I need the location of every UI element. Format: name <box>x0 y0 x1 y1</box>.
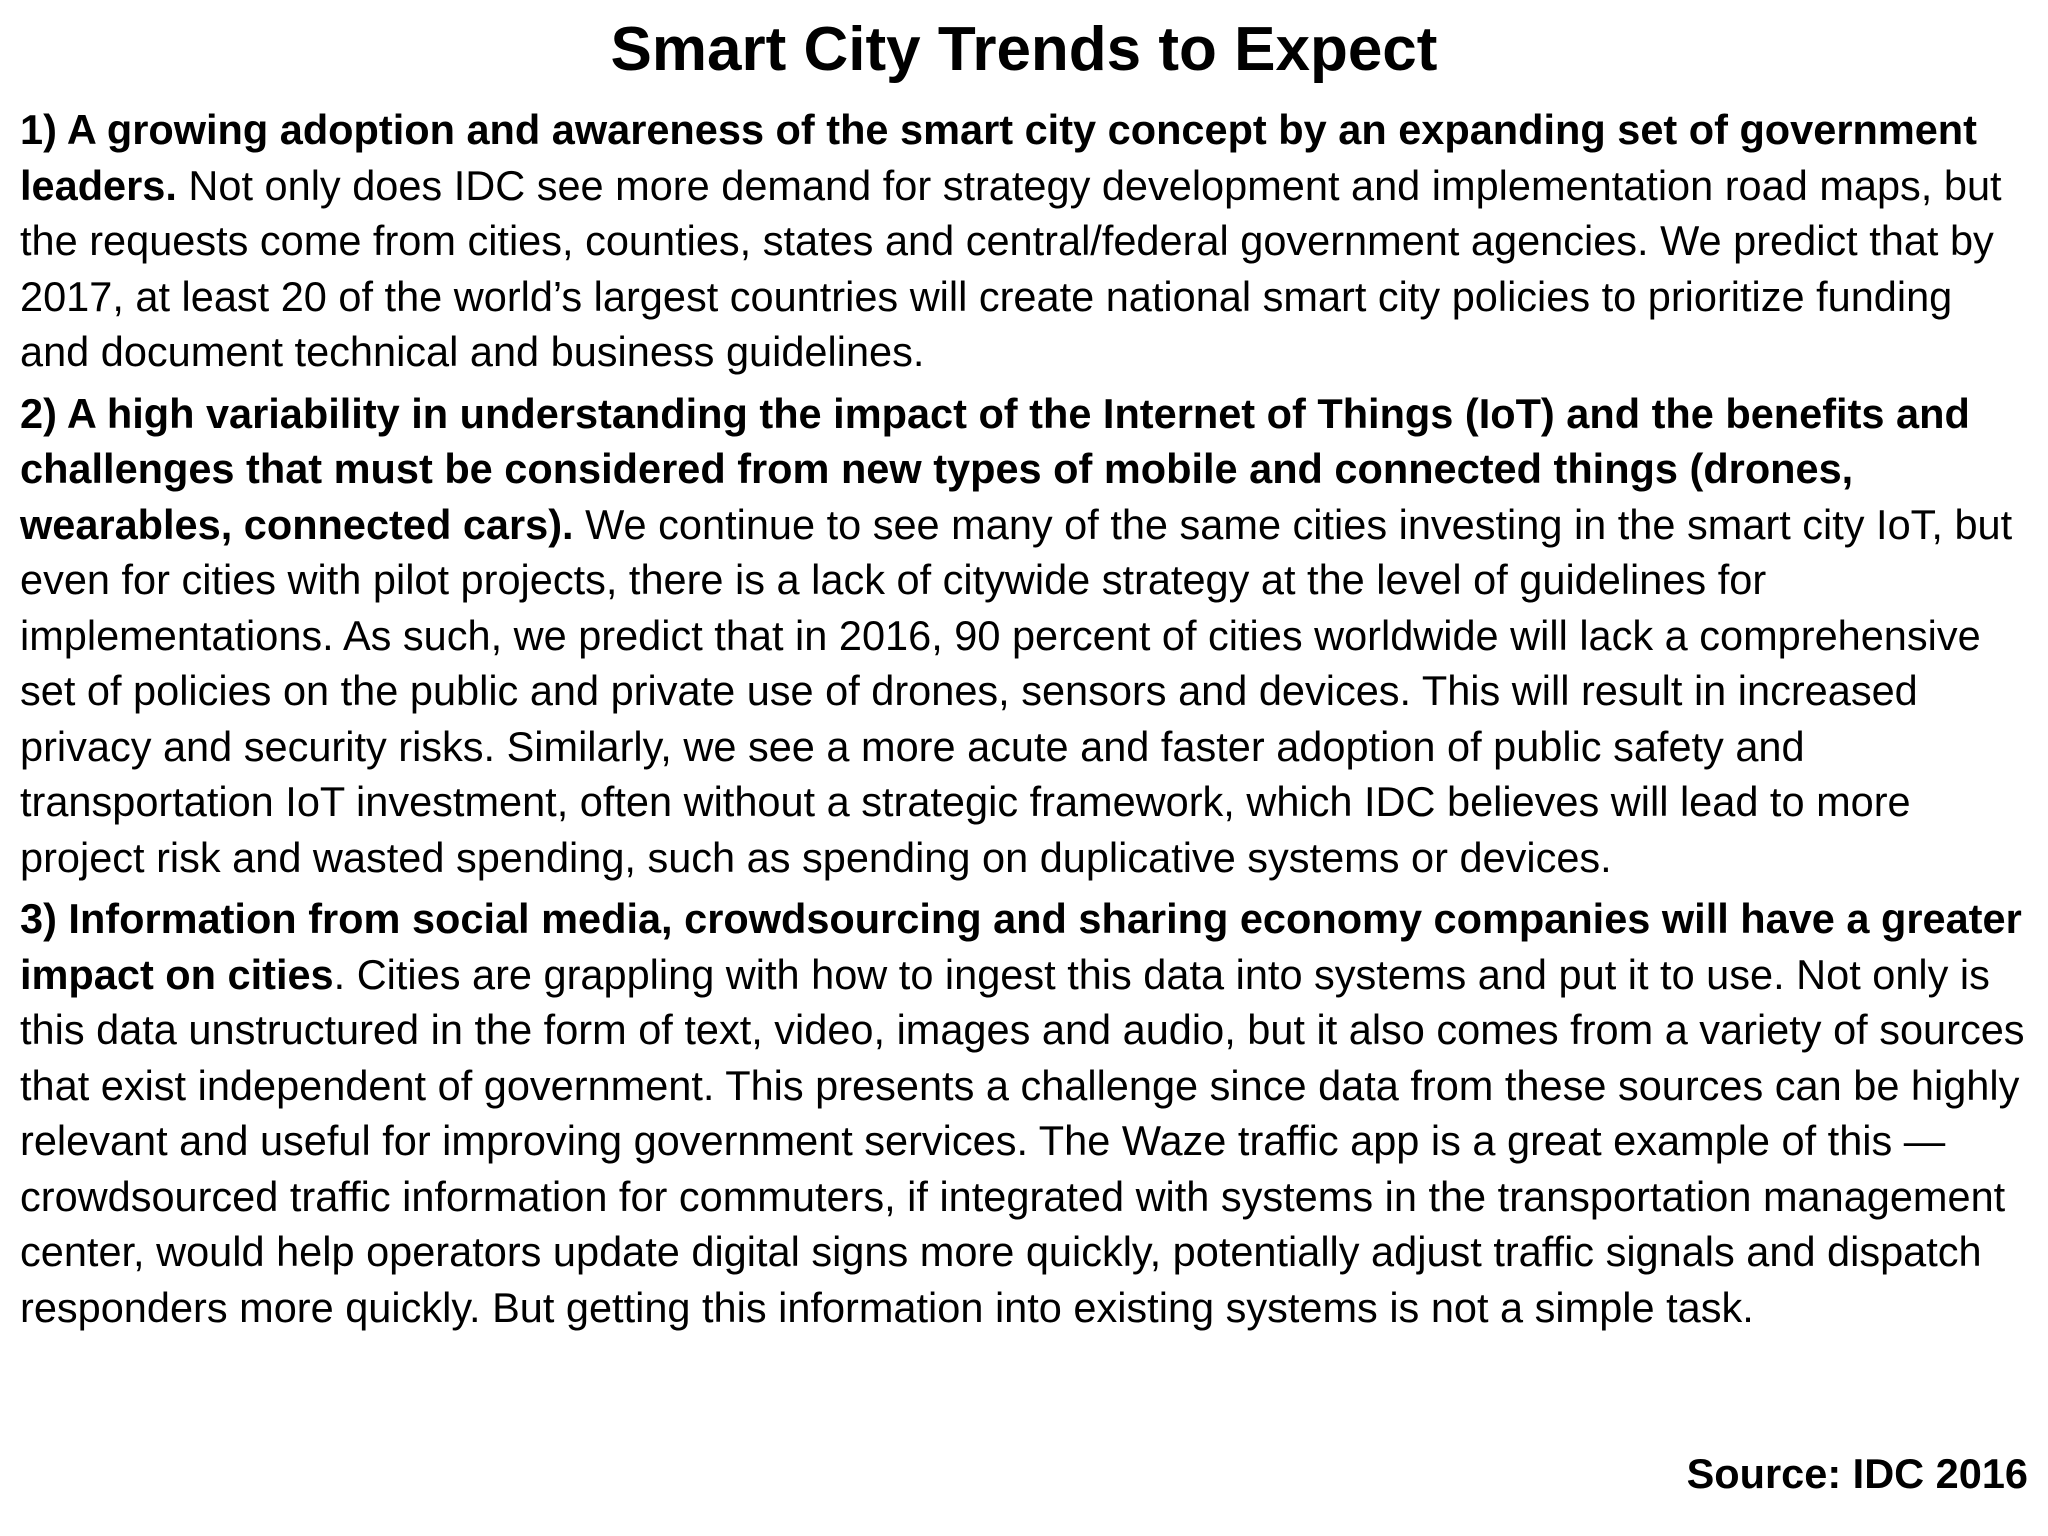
trend-1-body: Not only does IDC see more demand for strategy development and implementation road maps, but the requests come from cities, counties, states and central/federal government agencies. We predict that by 2017, at least 20 of the world’s largest countries will create national smart city policies to prioritize funding and document technical and business guidelines. <box>20 161 2002 375</box>
trend-2-heading: 2) A high variability in understanding the impact of the Internet of Things (IoT) and the benefits and challenges that must be considered from new types of mobile and connected things (drones, wearables, connected cars). <box>20 389 1970 548</box>
trend-1-heading: 1) A growing adoption and awareness of the smart city concept by an expanding set of government leaders. <box>20 106 1977 209</box>
trend-item-1 <box>20 102 2028 380</box>
trend-2-body: We continue to see many of the same cities investing in the smart city IoT, but even for cities with pilot projects, there is a lack of citywide strategy at the level of guidelines for implementations. As such, we predict that in 2016, 90 percent of cities worldwide will lack a comprehensive set of policies on the public and private use of drones, sensors and devices. This will result in increased privacy and security risks. Similarly, we see a more acute and faster adoption of public safety and transportation IoT investment, often without a strategic framework, which IDC believes will lead to more project risk and wasted spending, such as spending on duplicative systems or devices. <box>20 500 2013 881</box>
page-title: Smart City Trends to Expect <box>610 15 1438 84</box>
trend-item-2 <box>20 386 2028 886</box>
source-citation: Source: IDC 2016 <box>1686 1450 2028 1497</box>
trend-3-heading: 3) Information from social media, crowdsourcing and sharing economy companies will have a greater impact on cities <box>20 895 2022 998</box>
trend-item-3 <box>20 891 2028 1335</box>
trend-3-body: . Cities are grappling with how to ingest this data into systems and put it to use. Not only is this data unstructured in the form of text, video, images and audio, but it also comes from a variety of sources that exist independent of government. This presents a challenge since data from these sources can be highly relevant and useful for improving government services. The Waze traffic app is a great example of this — crowdsourced traffic information for commuters, if integrated with systems in the transportation management center, would help operators update digital signs more quickly, potentially adjust traffic signals and dispatch responders more quickly. But getting this information into existing systems is not a simple task. <box>20 950 2025 1331</box>
